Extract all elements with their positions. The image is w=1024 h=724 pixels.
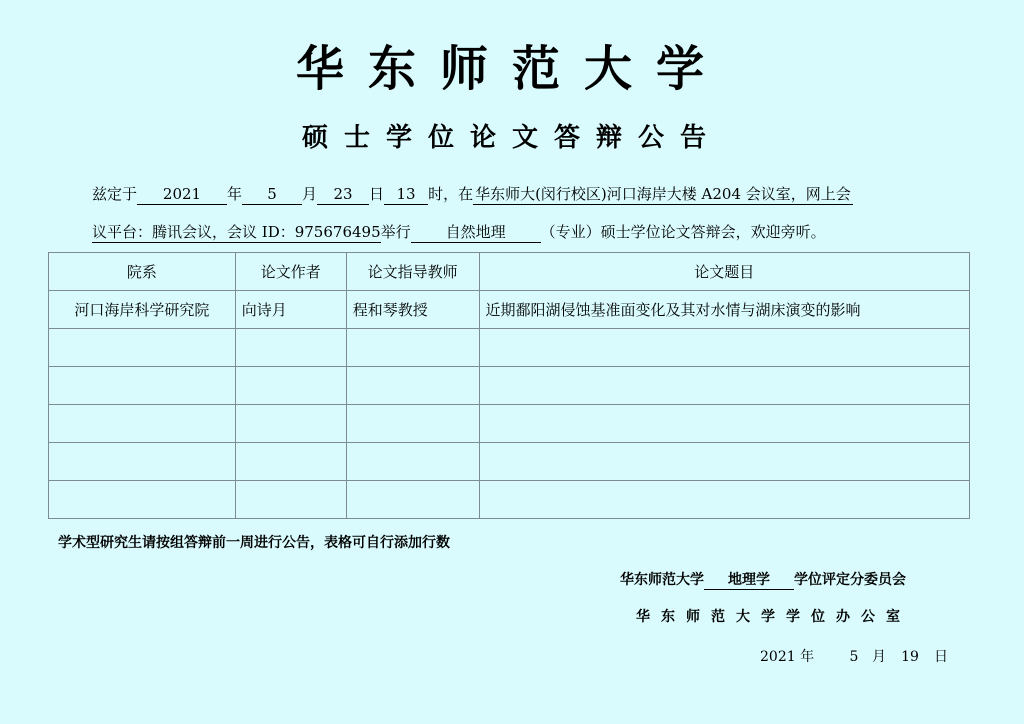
major-value: 自然地理 xyxy=(411,222,541,243)
cell-author xyxy=(235,329,346,367)
announcement-line-2 xyxy=(92,222,982,243)
cell-thesis-title: 近期鄱阳湖侵蚀基准面变化及其对水情与湖床演变的影响 xyxy=(479,291,969,329)
suffix-text: （专业）硕士学位论文答辩会，欢迎旁听。 xyxy=(540,223,826,241)
cell-advisor xyxy=(346,405,479,443)
cell-department xyxy=(49,367,236,405)
day-value: 23 xyxy=(317,184,369,205)
date-month: 5 xyxy=(849,649,859,665)
header-author: 论文作者 xyxy=(235,253,346,291)
day-unit: 日 xyxy=(369,185,385,203)
date-year: 2021 年 xyxy=(760,649,815,665)
office-signature: 华东师范大学学位办公室 xyxy=(636,609,911,625)
cell-thesis-title xyxy=(479,443,969,481)
header-department: 院系 xyxy=(49,253,236,291)
date-day: 19 xyxy=(901,649,919,665)
month-unit: 月 xyxy=(302,185,318,203)
month-value: 5 xyxy=(242,184,302,205)
table-row xyxy=(49,481,970,519)
cell-department xyxy=(49,481,236,519)
committee-suffix: 学位评定分委员会 xyxy=(794,572,906,588)
date-month-unit: 月 xyxy=(872,649,886,665)
cell-author xyxy=(235,443,346,481)
announcement-line-1 xyxy=(92,184,982,205)
table-row xyxy=(49,367,970,405)
table-row xyxy=(49,291,970,329)
cell-department: 河口海岸科学研究院 xyxy=(49,291,236,329)
table-row xyxy=(49,443,970,481)
cell-advisor xyxy=(346,481,479,519)
year-value: 2021 xyxy=(137,184,227,205)
header-advisor: 论文指导教师 xyxy=(346,253,479,291)
cell-thesis-title xyxy=(479,329,969,367)
venue-cont-value: 议平台：腾讯会议，会议 ID：975676495 xyxy=(92,223,381,241)
table-header-row xyxy=(49,253,970,291)
cell-thesis-title xyxy=(479,367,969,405)
cell-thesis-title xyxy=(479,405,969,443)
date-day-unit: 日 xyxy=(934,649,948,665)
cell-advisor xyxy=(346,329,479,367)
table-row xyxy=(49,405,970,443)
cell-department xyxy=(49,329,236,367)
committee-signature xyxy=(620,569,906,590)
university-title: 华东师范大学 xyxy=(295,41,728,97)
cell-department xyxy=(49,405,236,443)
cell-thesis-title xyxy=(479,481,969,519)
prefix-text: 兹定于 xyxy=(92,185,138,203)
cell-author xyxy=(235,481,346,519)
venue-value: 华东师大(闵行校区)河口海岸大楼 A204 会议室，网上会 xyxy=(475,185,851,203)
table-row xyxy=(49,329,970,367)
header-thesis-title: 论文题目 xyxy=(479,253,969,291)
hour-value: 13 xyxy=(384,184,428,205)
held-text: 举行 xyxy=(380,223,411,241)
footnote: 学术型研究生请按组答辩前一周进行公告，表格可自行添加行数 xyxy=(58,535,450,551)
cell-advisor: 程和琴教授 xyxy=(346,291,479,329)
committee-prefix: 华东师范大学 xyxy=(620,572,704,588)
issue-date xyxy=(760,646,952,666)
announcement-title: 硕士学位论文答辩公告 xyxy=(301,123,722,153)
year-unit: 年 xyxy=(227,185,243,203)
cell-advisor xyxy=(346,443,479,481)
defense-table xyxy=(48,252,970,519)
cell-author: 向诗月 xyxy=(235,291,346,329)
committee-subject: 地理学 xyxy=(704,569,794,590)
cell-author xyxy=(235,367,346,405)
cell-author xyxy=(235,405,346,443)
cell-department xyxy=(49,443,236,481)
hour-unit: 时，在 xyxy=(428,185,474,203)
cell-advisor xyxy=(346,367,479,405)
